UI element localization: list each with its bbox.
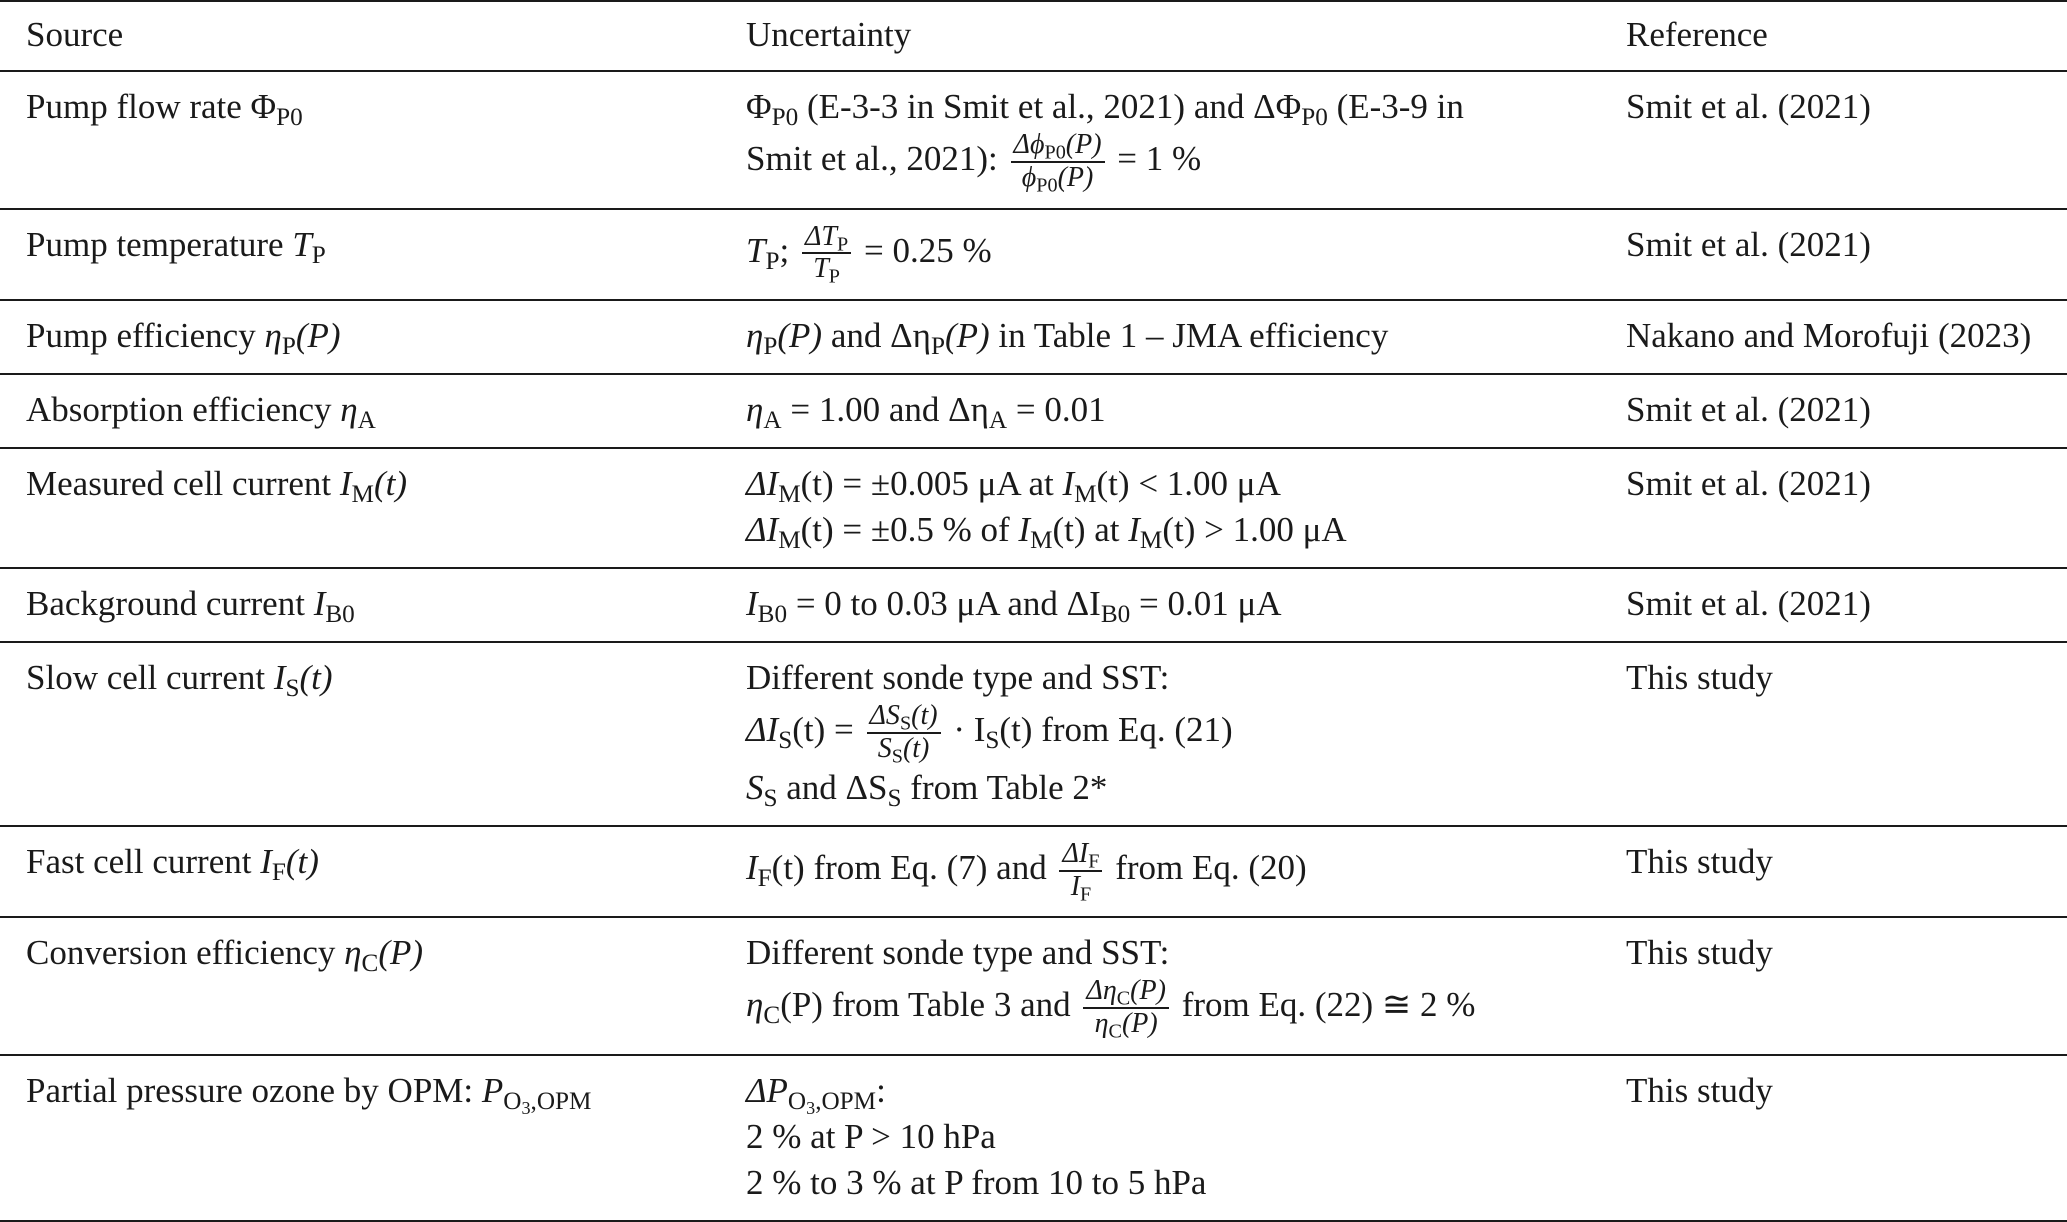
reference-cell: Smit et al. (2021) xyxy=(1626,87,1871,126)
fraction: $\frac{\Delta I_F}{I_F}$ xyxy=(1059,839,1102,903)
reference-cell: This study xyxy=(1626,933,1773,973)
reference-cell: Smit et al. (2021) xyxy=(1626,390,1871,430)
source-cell: Pump flow rate $\Phi_{P0}$ xyxy=(26,87,303,132)
reference-cell: Smit et al. (2021) xyxy=(1626,584,1871,624)
reference-cell: Smit et al. (2021) xyxy=(1626,464,1871,504)
fraction: $\frac{\Delta\eta_C(P)}{\eta_C(P)}$ xyxy=(1083,976,1169,1040)
table-row xyxy=(0,568,2067,642)
table-row xyxy=(0,71,2067,209)
uncertainty-cell: $\Phi_{P0}$ (E-3-3 in Smit et al., 2021) and $\Delta\Phi_{P0}$ (E-3-9 in Smit et al., 2021): $\frac{\Delta\phi_{P0}(P)}{\phi_{P0}(P)}$ = 1 % xyxy=(746,87,1464,197)
source-cell: Background current $I_{B0}$ xyxy=(26,584,355,629)
table-row xyxy=(0,642,2067,826)
reference-cell: Smit et al. (2021) xyxy=(1626,224,1871,264)
uncertainty-cell: $\eta_P(P)$ and $\Delta\eta_P(P)$ in Table 1 – JMA efficiency xyxy=(746,316,1389,361)
reference-cell: Nakano and Morofuji (2023) xyxy=(1626,316,2032,356)
uncertainty-cell: $T_P$; $\frac{\Delta T_P}{T_P}$ = 0.25 % xyxy=(746,220,992,289)
header-reference: Reference xyxy=(1626,15,1768,54)
fraction: $\frac{\Delta S_S(t)}{S_S(t)}$ xyxy=(867,701,941,765)
source-cell: Pump efficiency $\eta_P(P)$ xyxy=(26,316,341,361)
table-row xyxy=(0,1055,2067,1221)
header-uncertainty: Uncertainty xyxy=(746,15,912,54)
table-row xyxy=(0,448,2067,568)
header-source: Source xyxy=(26,15,124,54)
table-row xyxy=(0,300,2067,374)
fraction: $\frac{\Delta T_P}{T_P}$ xyxy=(802,222,851,286)
uncertainty-cell: $\eta_A = 1.00$ and $\Delta\eta_A = 0.01$ xyxy=(746,390,1106,435)
source-cell: Slow cell current $I_S(t)$ xyxy=(26,658,333,703)
source-cell: Pump temperature $T_P$ xyxy=(26,224,326,269)
table-row xyxy=(0,826,2067,918)
uncertainty-cell: Different sonde type and SST: $\eta_C(P)$ from Table 3 and $\frac{\Delta\eta_C(P)}{\eta_C(P)}$ from Eq. (22) ≅ 2 % xyxy=(746,933,1476,1043)
source-cell: Absorption efficiency $\eta_A$ xyxy=(26,390,376,435)
source-cell: Partial pressure ozone by OPM: $P_{O_3,OPM}$ xyxy=(26,1070,592,1119)
source-cell: Conversion efficiency $\eta_C(P)$ xyxy=(26,933,424,978)
fraction: $\frac{\Delta\phi_{P0}(P)}{\phi_{P0}(P)}$ xyxy=(1011,130,1105,194)
uncertainty-cell: $I_{B0} = 0$ to 0.03 μA and $\Delta I_{B0} = 0.01$ μA xyxy=(746,584,1282,629)
uncertainty-cell: $\Delta I_M(t) = \pm 0.005$ μA at $I_M(t) < 1.00$ μA $\Delta I_M(t) = \pm 0.5$ % of $I_M(t)$ at $I_M(t) > 1.00$ μA xyxy=(746,464,1347,555)
table-row xyxy=(0,209,2067,301)
table-row xyxy=(0,917,2067,1055)
table-row xyxy=(0,374,2067,448)
uncertainty-cell: Different sonde type and SST: $\Delta I_S(t)$ = $\frac{\Delta S_S(t)}{S_S(t)}$ · $I_S(t)$ from Eq. (21) $S_S$ and $\Delta S_S$ from Table 2* xyxy=(746,658,1233,812)
reference-cell: This study xyxy=(1626,841,1773,881)
reference-cell: This study xyxy=(1626,658,1773,698)
source-cell: Measured cell current $I_M(t)$ xyxy=(26,464,407,509)
uncertainty-cell: $I_F(t)$ from Eq. (7) and $\frac{\Delta I_F}{I_F}$ from Eq. (20) xyxy=(746,837,1307,906)
reference-cell: This study xyxy=(1626,1070,1773,1110)
header-row xyxy=(0,1,2067,71)
source-cell: Fast cell current $I_F(t)$ xyxy=(26,841,319,886)
uncertainty-cell: $\Delta P_{O_3,OPM}$: 2 % at P > 10 hPa 2 % to 3 % at P from 10 to 5 hPa xyxy=(746,1070,1207,1202)
